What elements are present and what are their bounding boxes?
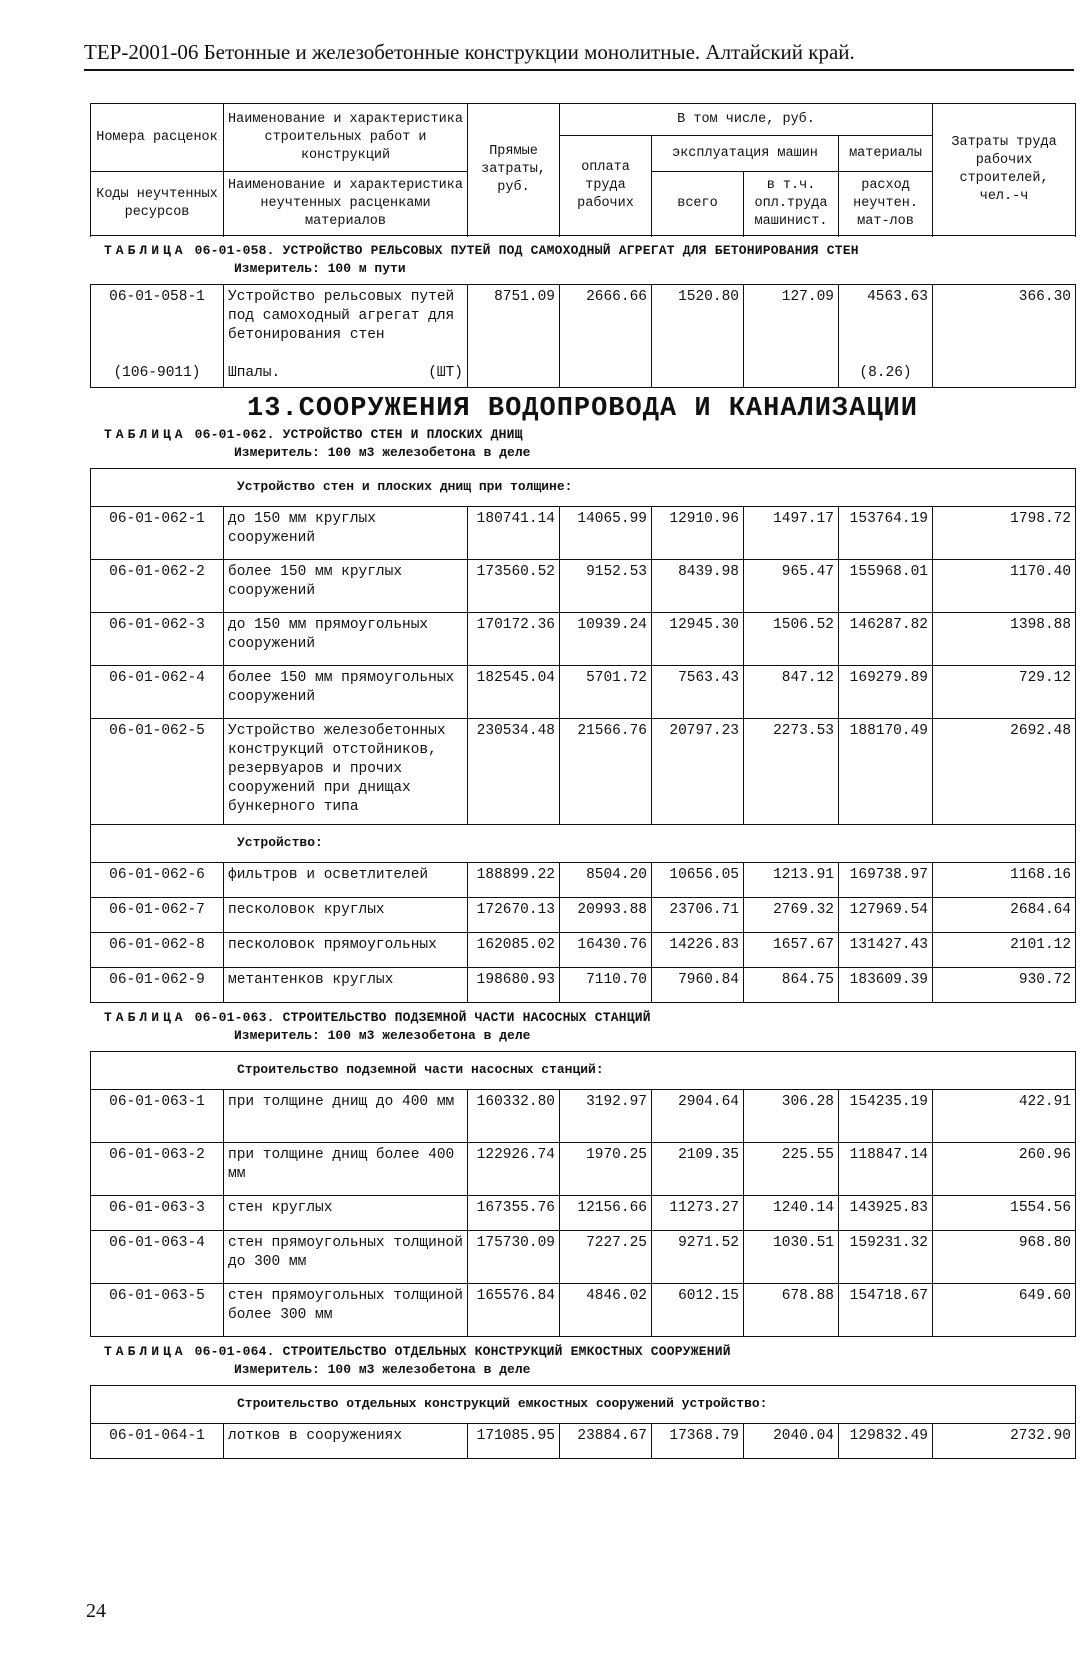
machines-operators: 1506.52 [744, 613, 839, 666]
header-labor-cost: Затраты труда рабочих строителей, чел.-ч [933, 104, 1076, 236]
work-name: стен круглых [224, 1196, 468, 1231]
group-row [91, 825, 1076, 863]
table-062-rows-2 [91, 863, 1076, 1003]
table-062-caption [90, 426, 1075, 444]
direct-costs: 198680.93 [468, 968, 560, 1003]
work-name: при толщине днищ до 400 мм [224, 1090, 468, 1143]
header-machines: эксплуатация машин [652, 136, 839, 172]
table-063-title: 06-01-063. СТРОИТЕЛЬСТВО ПОДЗЕМНОЙ ЧАСТИ НАСОСНЫХ СТАНЦИЙ [194, 1010, 651, 1025]
resource-name: Шпалы. [228, 365, 281, 381]
resource-line [228, 364, 463, 383]
materials: 169279.89 [839, 666, 933, 719]
table-063-unit: Измеритель: 100 м3 железобетона в деле [234, 1028, 531, 1043]
direct-costs: 182545.04 [468, 666, 560, 719]
machines-total: 2904.64 [652, 1090, 744, 1143]
group-heading: Строительство отдельных конструкций емкостных сооружений устройство: [91, 1386, 1076, 1424]
machines-total: 20797.23 [652, 719, 744, 825]
rate-code: 06-01-062-7 [91, 898, 224, 933]
machines-total: 6012.15 [652, 1284, 744, 1337]
table-row [91, 968, 1076, 1003]
header-materials-sub: расход неучтен. мат-лов [839, 172, 933, 236]
labor-pay: 14065.99 [560, 507, 652, 560]
materials: 183609.39 [839, 968, 933, 1003]
table-row [91, 1424, 1076, 1459]
header-name-bottom: Наименование и характеристика неучтенных расценками материалов [224, 172, 468, 236]
machines-operators: 1497.17 [744, 507, 839, 560]
labor-pay: 8504.20 [560, 863, 652, 898]
table-058-caption [90, 236, 1075, 260]
labor-hours: 422.91 [933, 1090, 1076, 1143]
materials: 143925.83 [839, 1196, 933, 1231]
machines-total: 9271.52 [652, 1231, 744, 1284]
machines-total: 23706.71 [652, 898, 744, 933]
rate-code: 06-01-062-5 [91, 719, 224, 825]
materials: 131427.43 [839, 933, 933, 968]
table-058 [90, 284, 1076, 388]
labor-hours: 1168.16 [933, 863, 1076, 898]
machines-operators: 1213.91 [744, 863, 839, 898]
machines-operators: 965.47 [744, 560, 839, 613]
machines-total: 11273.27 [652, 1196, 744, 1231]
labor-hours: 930.72 [933, 968, 1076, 1003]
table-063 [90, 1051, 1076, 1337]
materials: 154235.19 [839, 1090, 933, 1143]
materials: 153764.19 [839, 507, 933, 560]
rate-code: 06-01-063-3 [91, 1196, 224, 1231]
machines-total: 10656.05 [652, 863, 744, 898]
header-codes-bottom: Коды неучтенных ресурсов [91, 172, 224, 236]
machines-total: 1520.80 [652, 285, 744, 388]
direct-costs: 172670.13 [468, 898, 560, 933]
labor-pay: 2666.66 [560, 285, 652, 388]
labor-hours: 968.80 [933, 1231, 1076, 1284]
group-row [91, 1052, 1076, 1090]
labor-hours: 366.30 [933, 285, 1076, 388]
header-machines-operators: в т.ч. опл.труда машинист. [744, 172, 839, 236]
rate-code: 06-01-063-2 [91, 1143, 224, 1196]
labor-hours: 1398.88 [933, 613, 1076, 666]
header-machines-total: всего [652, 172, 744, 236]
direct-costs: 170172.36 [468, 613, 560, 666]
work-name: лотков в сооружениях [224, 1424, 468, 1459]
rate-code-cell [91, 285, 224, 388]
table-row [91, 933, 1076, 968]
table-062-unit: Измеритель: 100 м3 железобетона в деле [234, 445, 531, 460]
header-name-top: Наименование и характеристика строительных работ и конструкций [224, 104, 468, 172]
rate-code: 06-01-063-4 [91, 1231, 224, 1284]
page-number: 24 [86, 1600, 106, 1622]
table-row [91, 560, 1076, 613]
labor-hours: 260.96 [933, 1143, 1076, 1196]
table-row [91, 507, 1076, 560]
machines-operators: 847.12 [744, 666, 839, 719]
machines-total: 12910.96 [652, 507, 744, 560]
materials: 4563.63 [867, 289, 928, 305]
document-body [90, 103, 1075, 1459]
header-labor-pay: оплата труда рабочих [560, 136, 652, 236]
direct-costs: 230534.48 [468, 719, 560, 825]
rate-code: 06-01-064-1 [91, 1424, 224, 1459]
table-header-and-058 [90, 103, 1076, 236]
labor-pay: 12156.66 [560, 1196, 652, 1231]
labor-hours: 649.60 [933, 1284, 1076, 1337]
work-name: более 150 мм круглых сооружений [224, 560, 468, 613]
work-name: Устройство рельсовых путей под самоходный агрегат для бетонирования стен [228, 289, 455, 343]
materials: 118847.14 [839, 1143, 933, 1196]
materials: 159231.32 [839, 1231, 933, 1284]
group-heading: Устройство стен и плоских днищ при толщине: [91, 469, 1076, 507]
labor-pay: 16430.76 [560, 933, 652, 968]
table-058-title: 06-01-058. УСТРОЙСТВО РЕЛЬСОВЫХ ПУТЕЙ ПОД САМОХОДНЫЙ АГРЕГАТ ДЛЯ БЕТОНИРОВАНИЯ СТЕН [194, 243, 859, 258]
table-062 [90, 468, 1076, 1003]
machines-operators: 678.88 [744, 1284, 839, 1337]
group-heading: Устройство: [91, 825, 1076, 863]
work-name: стен прямоугольных толщиной более 300 мм [224, 1284, 468, 1337]
materials: 188170.49 [839, 719, 933, 825]
machines-operators: 225.55 [744, 1143, 839, 1196]
labor-hours: 2101.12 [933, 933, 1076, 968]
resource-qty: (8.26) [859, 365, 912, 381]
table-row [91, 666, 1076, 719]
rate-code: 06-01-062-9 [91, 968, 224, 1003]
header-including: В том числе, руб. [560, 104, 933, 136]
header-codes-top: Номера расценок [91, 104, 224, 172]
materials: 154718.67 [839, 1284, 933, 1337]
materials: 129832.49 [839, 1424, 933, 1459]
work-name: до 150 мм прямоугольных сооружений [224, 613, 468, 666]
machines-operators: 1657.67 [744, 933, 839, 968]
table-row [91, 1143, 1076, 1196]
direct-costs: 175730.09 [468, 1231, 560, 1284]
table-062-rows-1 [91, 507, 1076, 825]
table-label: ТАБЛИЦА [104, 243, 187, 258]
rate-code: 06-01-058-1 [109, 289, 205, 305]
header-materials: материалы [839, 136, 933, 172]
labor-hours: 1798.72 [933, 507, 1076, 560]
table-row [91, 1196, 1076, 1231]
table-064-unit: Измеритель: 100 м3 железобетона в деле [234, 1362, 531, 1377]
group-row [91, 1386, 1076, 1424]
materials: 169738.97 [839, 863, 933, 898]
machines-total: 14226.83 [652, 933, 744, 968]
labor-hours: 1170.40 [933, 560, 1076, 613]
direct-costs: 165576.84 [468, 1284, 560, 1337]
rate-code: 06-01-063-1 [91, 1090, 224, 1143]
labor-pay: 20993.88 [560, 898, 652, 933]
work-name: до 150 мм круглых сооружений [224, 507, 468, 560]
labor-hours: 2692.48 [933, 719, 1076, 825]
direct-costs: 188899.22 [468, 863, 560, 898]
rate-code: 06-01-062-4 [91, 666, 224, 719]
resource-unit: (ШТ) [428, 365, 463, 381]
materials: 155968.01 [839, 560, 933, 613]
labor-pay: 7227.25 [560, 1231, 652, 1284]
table-064 [90, 1385, 1076, 1459]
labor-pay: 21566.76 [560, 719, 652, 825]
direct-costs: 180741.14 [468, 507, 560, 560]
rate-code: 06-01-062-6 [91, 863, 224, 898]
page-header: ТЕР-2001-06 Бетонные и железобетонные конструкции монолитные. Алтайский край. [84, 40, 1074, 71]
rate-code: 06-01-062-8 [91, 933, 224, 968]
direct-costs: 8751.09 [468, 285, 560, 388]
work-name: стен прямоугольных толщиной до 300 мм [224, 1231, 468, 1284]
machines-operators: 306.28 [744, 1090, 839, 1143]
work-name: более 150 мм прямоугольных сооружений [224, 666, 468, 719]
work-name: песколовок круглых [224, 898, 468, 933]
labor-pay: 9152.53 [560, 560, 652, 613]
work-name: при толщине днищ более 400 мм [224, 1143, 468, 1196]
table-058-unit: Измеритель: 100 м пути [234, 261, 406, 276]
machines-total: 7960.84 [652, 968, 744, 1003]
table-064-caption [90, 1337, 1075, 1361]
header-direct: Прямые затраты, руб. [468, 104, 560, 236]
table-row [91, 898, 1076, 933]
table-label: ТАБЛИЦА [104, 1010, 187, 1025]
machines-operators: 864.75 [744, 968, 839, 1003]
labor-hours: 1554.56 [933, 1196, 1076, 1231]
materials: 127969.54 [839, 898, 933, 933]
work-name: песколовок прямоугольных [224, 933, 468, 968]
table-063-rows [91, 1090, 1076, 1337]
labor-pay: 1970.25 [560, 1143, 652, 1196]
group-row [91, 469, 1076, 507]
table-row [91, 719, 1076, 825]
direct-costs: 162085.02 [468, 933, 560, 968]
resource-code: (106-9011) [113, 365, 201, 381]
labor-pay: 4846.02 [560, 1284, 652, 1337]
labor-hours: 2732.90 [933, 1424, 1076, 1459]
table-062-title: 06-01-062. УСТРОЙСТВО СТЕН И ПЛОСКИХ ДНИЩ [194, 427, 523, 442]
direct-costs: 171085.95 [468, 1424, 560, 1459]
work-name-cell [224, 285, 468, 388]
table-row [91, 285, 1076, 388]
work-name: фильтров и осветлителей [224, 863, 468, 898]
labor-pay: 5701.72 [560, 666, 652, 719]
machines-total: 12945.30 [652, 613, 744, 666]
machines-total: 8439.98 [652, 560, 744, 613]
rate-code: 06-01-062-3 [91, 613, 224, 666]
machines-operators: 1030.51 [744, 1231, 839, 1284]
table-064-title: 06-01-064. СТРОИТЕЛЬСТВО ОТДЕЛЬНЫХ КОНСТРУКЦИЙ ЕМКОСТНЫХ СООРУЖЕНИЙ [194, 1344, 731, 1359]
labor-hours: 729.12 [933, 666, 1076, 719]
table-row [91, 1284, 1076, 1337]
group-heading: Строительство подземной части насосных станций: [91, 1052, 1076, 1090]
direct-costs: 122926.74 [468, 1143, 560, 1196]
machines-total: 7563.43 [652, 666, 744, 719]
machines-total: 17368.79 [652, 1424, 744, 1459]
section-title: 13.СООРУЖЕНИЯ ВОДОПРОВОДА И КАНАЛИЗАЦИИ [247, 394, 918, 424]
rate-code: 06-01-062-1 [91, 507, 224, 560]
rate-code: 06-01-062-2 [91, 560, 224, 613]
table-063-caption [90, 1003, 1075, 1027]
machines-operators: 2273.53 [744, 719, 839, 825]
table-064-rows [91, 1424, 1076, 1459]
machines-operators: 1240.14 [744, 1196, 839, 1231]
machines-operators: 127.09 [744, 285, 839, 388]
machines-operators: 2769.32 [744, 898, 839, 933]
table-row [91, 1231, 1076, 1284]
work-name: метантенков круглых [224, 968, 468, 1003]
labor-pay: 23884.67 [560, 1424, 652, 1459]
labor-pay: 7110.70 [560, 968, 652, 1003]
table-row [91, 863, 1076, 898]
labor-pay: 3192.97 [560, 1090, 652, 1143]
table-row [91, 613, 1076, 666]
table-row [91, 1090, 1076, 1143]
work-name: Устройство железобетонных конструкций отстойников, резервуаров и прочих сооружений при днищах бункерного типа [224, 719, 468, 825]
labor-pay: 10939.24 [560, 613, 652, 666]
labor-hours: 2684.64 [933, 898, 1076, 933]
machines-total: 2109.35 [652, 1143, 744, 1196]
direct-costs: 167355.76 [468, 1196, 560, 1231]
direct-costs: 173560.52 [468, 560, 560, 613]
table-label: ТАБЛИЦА [104, 1344, 187, 1359]
materials-cell [839, 285, 933, 388]
machines-operators: 2040.04 [744, 1424, 839, 1459]
materials: 146287.82 [839, 613, 933, 666]
table-label: ТАБЛИЦА [104, 427, 187, 442]
direct-costs: 160332.80 [468, 1090, 560, 1143]
rate-code: 06-01-063-5 [91, 1284, 224, 1337]
